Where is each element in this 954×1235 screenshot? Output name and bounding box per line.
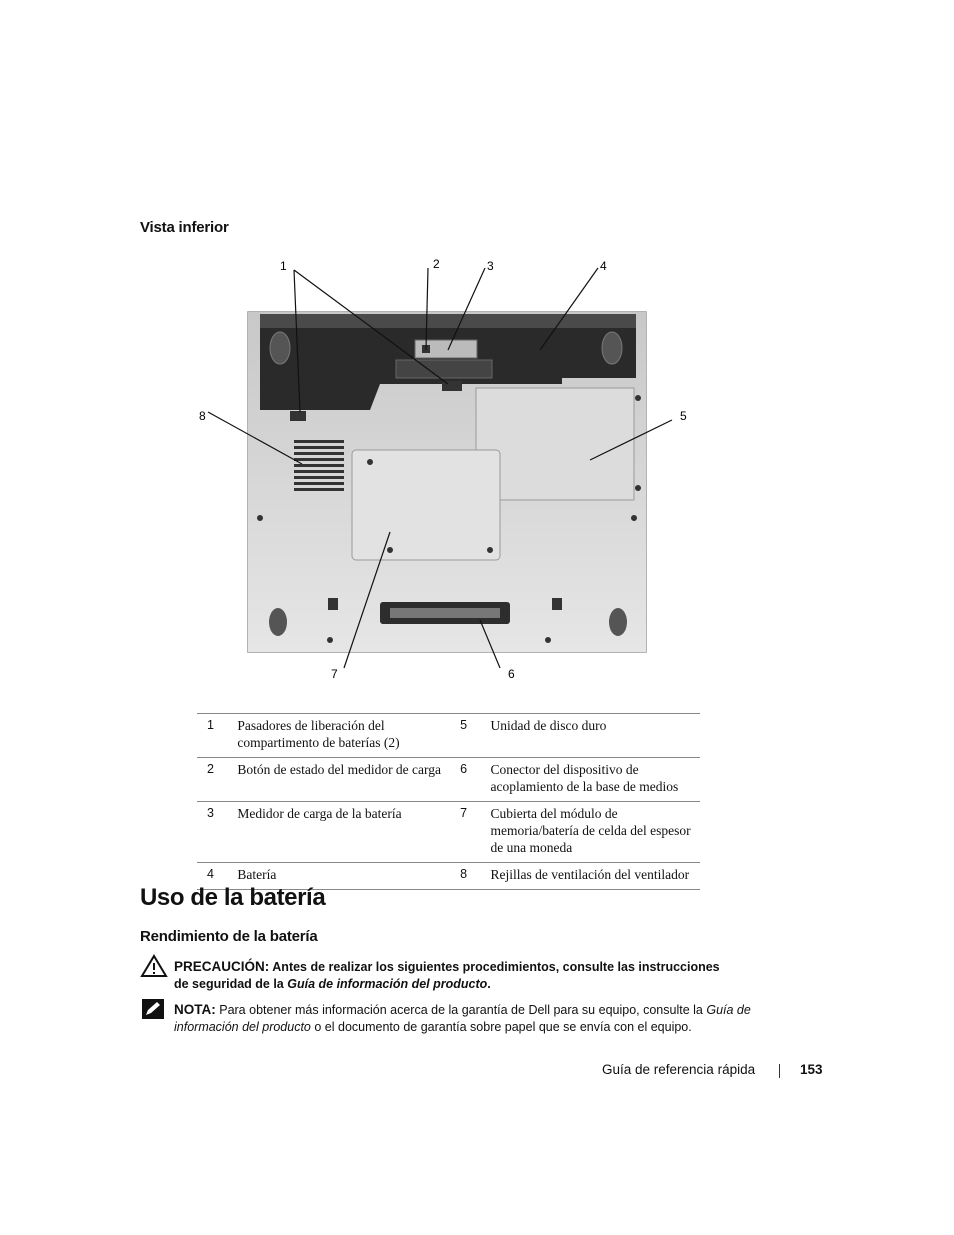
legend-number: 5	[450, 714, 490, 758]
legend-description: Batería	[237, 863, 450, 890]
callout-1: 1	[280, 259, 287, 273]
note-label: NOTA:	[174, 1002, 216, 1017]
legend-description: Pasadores de liberación del compartimento de baterías (2)	[237, 714, 450, 758]
page-number: 153	[800, 1062, 823, 1077]
callout-7: 7	[331, 667, 338, 681]
laptop-illustration	[248, 312, 646, 652]
note-italic-title: Guía de información del producto	[174, 1003, 751, 1034]
sub-heading: Rendimiento de la batería	[140, 928, 318, 945]
warning-triangle-icon	[140, 954, 168, 978]
section-title: Vista inferior	[140, 219, 229, 236]
laptop-bottom-view-figure	[190, 250, 710, 690]
legend-row	[197, 758, 700, 802]
footer-title: Guía de referencia rápida	[602, 1062, 756, 1077]
legend-row	[197, 802, 700, 863]
caution-end: .	[487, 977, 491, 991]
legend-number: 6	[450, 758, 490, 802]
legend-description: Medidor de carga de la batería	[237, 802, 450, 863]
legend-number: 1	[197, 714, 237, 758]
footer-separator	[779, 1064, 780, 1078]
caution-notice	[174, 958, 734, 993]
caution-italic-title: Guía de información del producto	[287, 977, 488, 991]
callout-8: 8	[199, 409, 206, 423]
callout-3: 3	[487, 259, 494, 273]
legend-row	[197, 714, 700, 758]
note-notice	[174, 1001, 774, 1036]
callout-4: 4	[600, 259, 607, 273]
legend-number: 3	[197, 802, 237, 863]
pencil-note-icon	[142, 999, 164, 1019]
main-heading: Uso de la batería	[140, 884, 326, 911]
callout-5: 5	[680, 409, 687, 423]
legend-number: 4	[197, 863, 237, 890]
legend-table	[197, 713, 700, 890]
legend-description: Unidad de disco duro	[490, 714, 700, 758]
note-end: o el documento de garantía sobre papel que se envía con el equipo.	[314, 1020, 692, 1034]
caution-text: Antes de realizar los siguientes procedimientos, consulte las instrucciones de seguridad de la	[174, 960, 720, 991]
legend-description: Conector del dispositivo de acoplamiento de la base de medios	[490, 758, 700, 802]
legend-number: 7	[450, 802, 490, 863]
callout-6: 6	[508, 667, 515, 681]
note-text: Para obtener más información acerca de la garantía de Dell para su equipo, consulte la	[219, 1003, 703, 1017]
caution-label: PRECAUCIÓN:	[174, 959, 270, 974]
legend-number: 2	[197, 758, 237, 802]
callout-2: 2	[433, 257, 440, 271]
legend-description: Botón de estado del medidor de carga	[237, 758, 450, 802]
legend-number: 8	[450, 863, 490, 890]
legend-description: Rejillas de ventilación del ventilador	[490, 863, 700, 890]
legend-description: Cubierta del módulo de memoria/batería de celda del espesor de una moneda	[490, 802, 700, 863]
